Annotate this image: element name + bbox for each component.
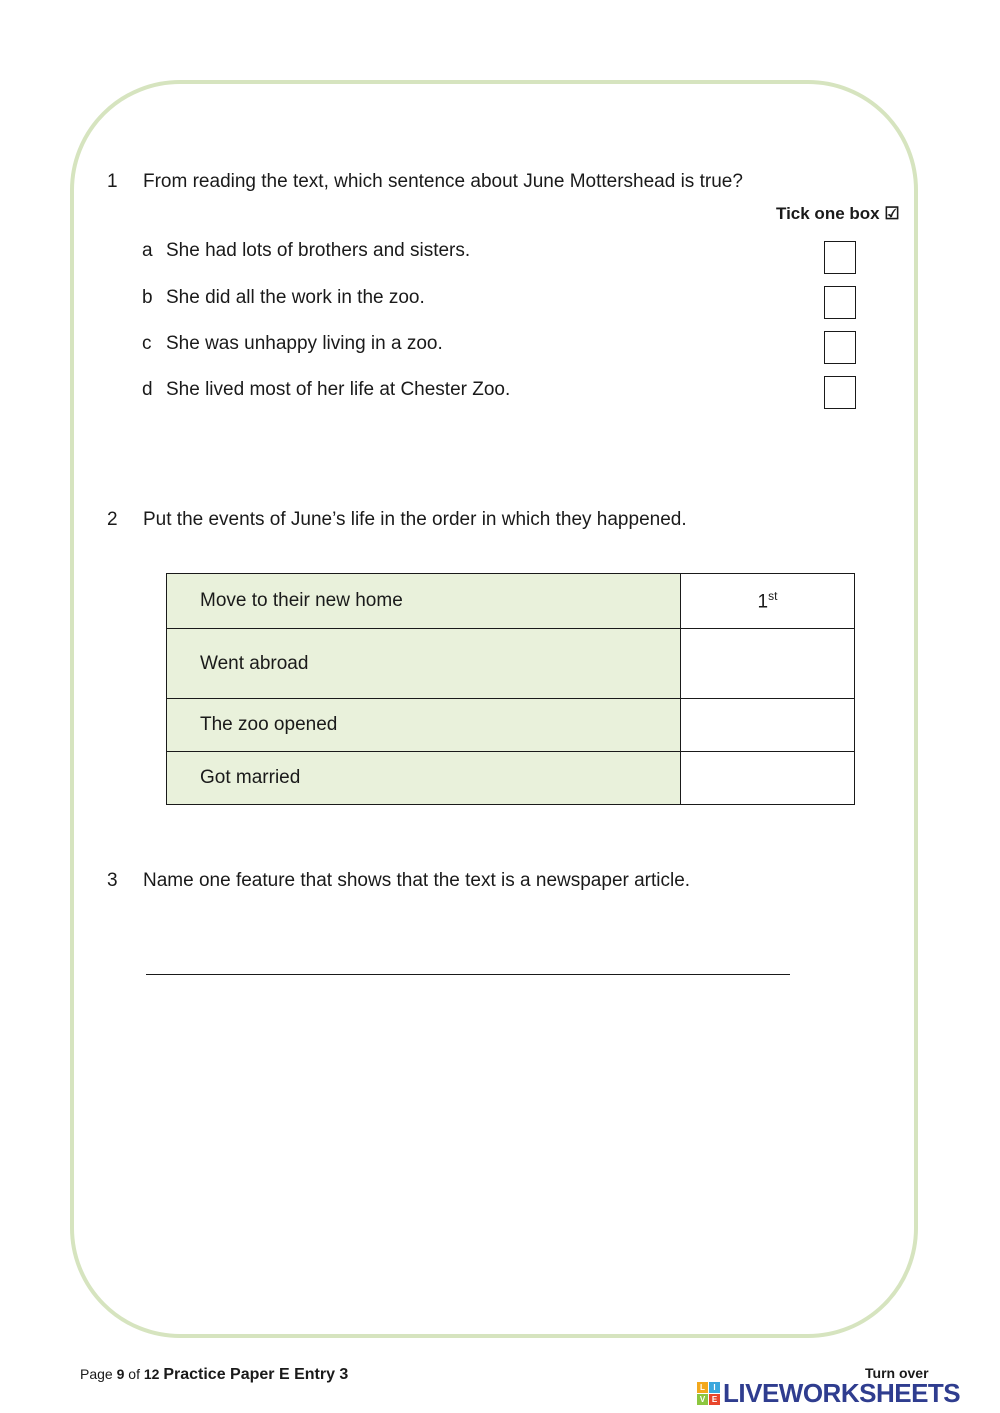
option-c-checkbox[interactable] [824, 331, 856, 364]
question-1-number: 1 [107, 171, 118, 192]
option-b-letter: b [142, 287, 153, 308]
question-3-number: 3 [107, 870, 118, 891]
question-2-number: 2 [107, 509, 118, 530]
event-cell: Got married [167, 752, 681, 805]
option-b-checkbox[interactable] [824, 286, 856, 319]
logo-mark-letter: V [697, 1394, 708, 1405]
logo-mark-icon [697, 1382, 720, 1405]
option-d-checkbox[interactable] [824, 376, 856, 409]
order-input-cell[interactable] [681, 699, 855, 752]
table-row [167, 752, 855, 805]
option-c-text: She was unhappy living in a zoo. [166, 333, 443, 354]
option-a-letter: a [142, 240, 153, 261]
event-cell: The zoo opened [167, 699, 681, 752]
page-current: 9 [116, 1366, 125, 1382]
table-row [167, 699, 855, 752]
order-input-cell[interactable] [681, 752, 855, 805]
paper-title: Practice Paper E Entry 3 [163, 1366, 349, 1383]
page-total: 12 [143, 1366, 160, 1382]
turn-over-label: Turn over [865, 1365, 929, 1381]
order-value: 1 [757, 591, 769, 613]
answer-line-input[interactable] [146, 974, 790, 975]
event-order-table [166, 573, 855, 805]
logo-text: LIVEWORKSHEETS [723, 1377, 961, 1408]
option-a-text: She had lots of brothers and sisters. [166, 240, 471, 261]
page-footer [80, 1366, 348, 1384]
question-1-text: From reading the text, which sentence about June Mottershead is true? [143, 171, 743, 192]
logo-mark-letter: E [709, 1394, 720, 1405]
option-b-text: She did all the work in the zoo. [166, 287, 425, 308]
table-row [167, 629, 855, 699]
page-word: Page [80, 1366, 113, 1382]
event-cell: Went abroad [167, 629, 681, 699]
question-2-text: Put the events of June’s life in the order in which they happened. [143, 509, 687, 530]
order-suffix: st [768, 588, 778, 603]
logo-mark-letter: I [709, 1382, 720, 1393]
option-c-letter: c [142, 333, 152, 354]
tick-one-box-hint: Tick one box ☑ [776, 204, 900, 223]
of-word: of [128, 1366, 140, 1382]
order-input-cell[interactable] [681, 629, 855, 699]
option-d-text: She lived most of her life at Chester Zoo. [166, 379, 511, 400]
question-3-text: Name one feature that shows that the text is a newspaper article. [143, 870, 691, 891]
event-cell: Move to their new home [167, 574, 681, 629]
order-input-cell[interactable] [681, 574, 855, 629]
option-d-letter: d [142, 379, 153, 400]
option-a-checkbox[interactable] [824, 241, 856, 274]
liveworksheets-logo [697, 1378, 960, 1408]
logo-mark-letter: L [697, 1382, 708, 1393]
table-row [167, 574, 855, 629]
